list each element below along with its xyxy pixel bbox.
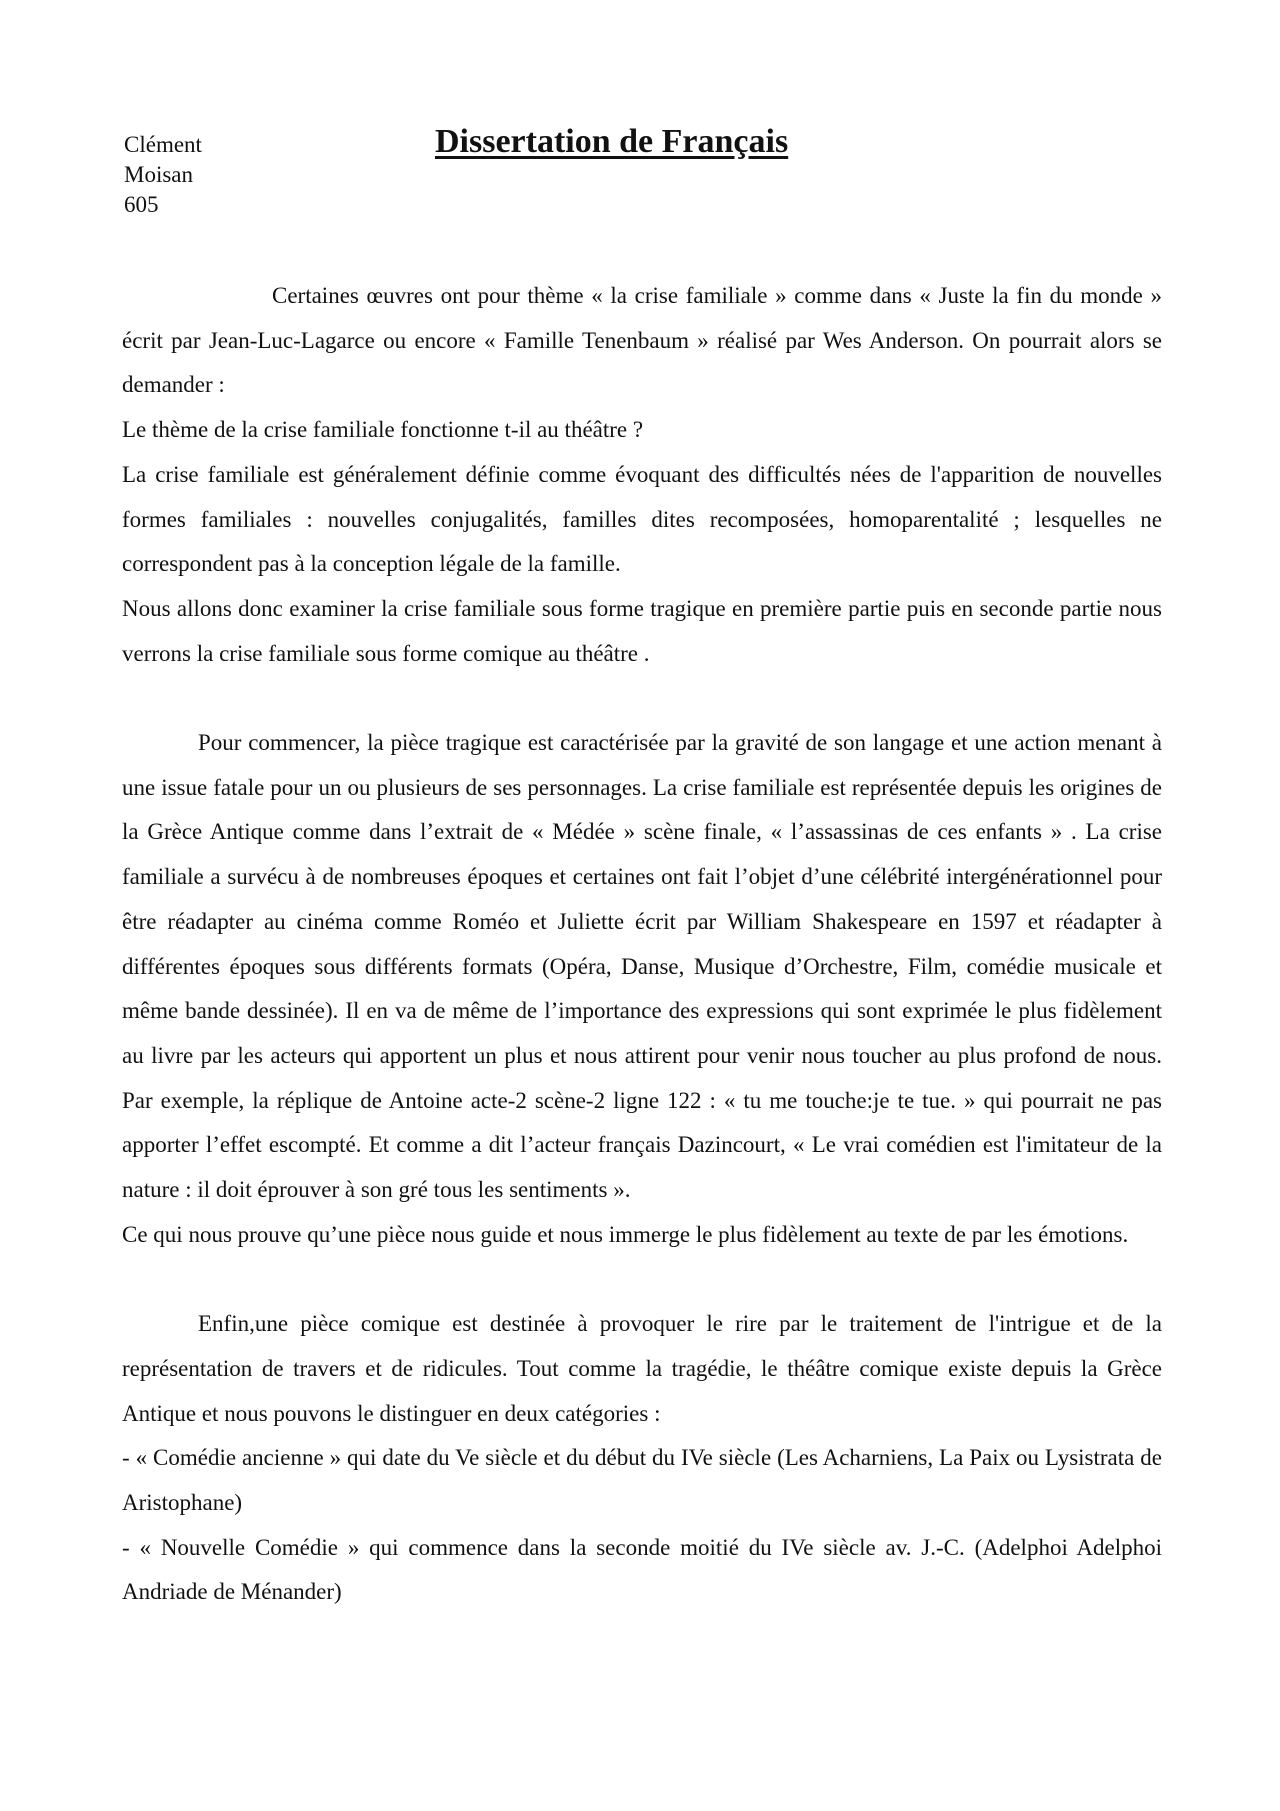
page-title: Dissertation de Français <box>435 123 789 160</box>
author-last-name: Moisan <box>124 162 193 187</box>
spacer <box>122 1257 1162 1302</box>
spacer <box>122 676 1162 721</box>
plan-paragraph: Nous allons donc examiner la crise familiale sous forme tragique en première partie puis en seconde partie nous verrons la crise familiale sous forme comique au théâtre . <box>122 595 1162 666</box>
intro-paragraph: Certaines œuvres ont pour thème « la crise familiale » comme dans « Juste la fin du monde » écrit par Jean-Luc-Lagarce ou encore « Famille Tenenbaum » réalisé par Wes Anderson. On pourrait alors se demander : <box>122 283 1162 398</box>
part2-paragraph: Enfin,une pièce comique est destinée à provoquer le rire par le traitement de l'intrigue et de la représentation de travers et de ridicules. Tout comme la tragédie, le théâtre comique existe depuis la Grèce Antique et nous pouvons le distinguer en deux catégories : <box>122 1311 1162 1426</box>
definition-paragraph: La crise familiale est généralement définie comme évoquant des difficultés nées de l'apparition de nouvelles formes familiales : nouvelles conjugalités, familles dites recomposées, homoparentalité ; lesquelles ne correspondent pas à la conception légale de la famille. <box>122 461 1162 577</box>
author-first-name: Clément <box>124 132 202 157</box>
author-block <box>124 130 202 220</box>
list-item: - « Nouvelle Comédie » qui commence dans la seconde moitié du IVe siècle av. J.-C. (Adelphoi Adelphoi Andriade de Ménander) <box>122 1534 1162 1605</box>
list-item: - « Comédie ancienne » qui date du Ve siècle et du début du IVe siècle (Les Acharniens, La Paix ou Lysistrata de Aristophane) <box>122 1445 1162 1515</box>
class-code: 605 <box>124 192 159 217</box>
problematic-question: Le thème de la crise familiale fonctionne t-il au théâtre ? <box>122 417 644 443</box>
part1-conclusion: Ce qui nous prouve qu’une pièce nous guide et nous immerge le plus fidèlement au texte de par les émotions. <box>122 1221 1129 1247</box>
part1-paragraph: Pour commencer, la pièce tragique est caractérisée par la gravité de son langage et une action menant à une issue fatale pour un ou plusieurs de ses personnages. La crise familiale est représentée depuis les origines de la Grèce Antique comme dans l’extrait de « Médée » scène finale, « l’assassinas de ces enfants » . La crise familiale a survécu à de nombreuses époques et certaines ont fait l’objet d’une célébrité intergénérationnel pour être réadapter au cinéma comme Roméo et Juliette écrit par William Shakespeare en 1597 et réadapter à différentes époques sous différents formats (Opéra, Danse, Musique d’Orchestre, Film, comédie musicale et même bande dessinée). Il en va de même de l’importance des expressions qui sont exprimée le plus fidèlement au livre par les acteurs qui apportent un plus et nous attirent pour venir nous toucher au plus profond de nous. Par exemple, la réplique de Antoine acte-2 scène-2 ligne 122 : « tu me touche:je te tue. » qui pourrait ne pas apporter l’effet escompté. Et comme a dit l’acteur français Dazincourt, « Le vrai comédien est l'imitateur de la nature : il doit éprouver à son gré tous les sentiments ». <box>122 730 1162 1203</box>
essay-body <box>122 274 1162 1615</box>
